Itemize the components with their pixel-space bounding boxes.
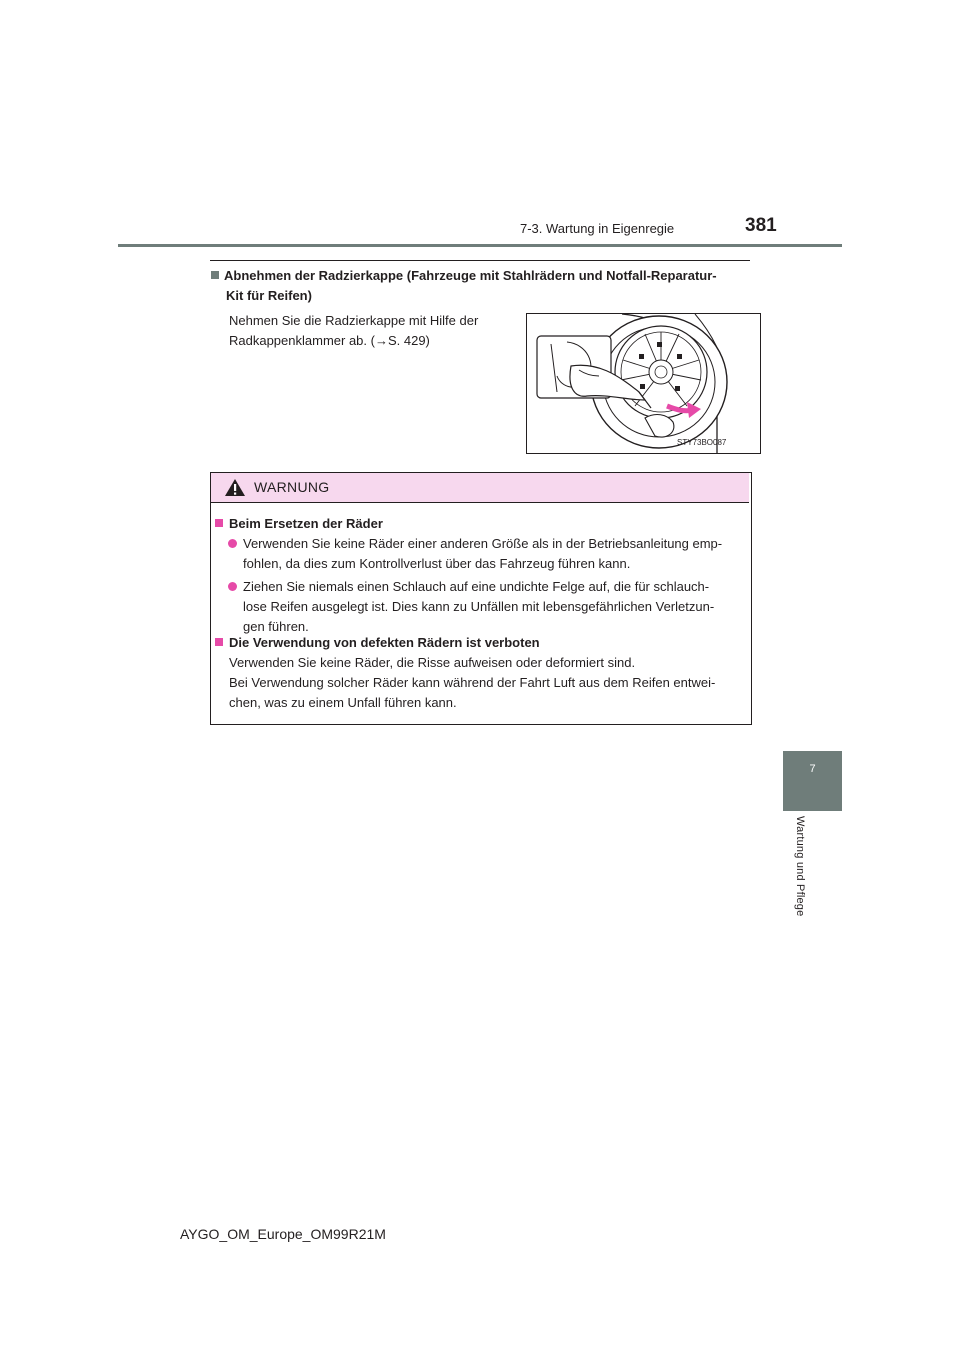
warning-heading-2-text: Die Verwendung von defekten Rädern ist verboten: [229, 635, 540, 650]
paragraph-2-line-2: Bei Verwendung solcher Räder kann während der Fahrt Luft aus dem Reifen entwei-: [229, 675, 716, 690]
warning-triangle-icon: [224, 478, 246, 497]
bullet-1-line-2: fohlen, da dies zum Kontrollverlust über das Fahrzeug führen kann.: [243, 556, 631, 571]
wheel-illustration-svg: [527, 314, 760, 453]
pink-square-bullet-icon: [215, 638, 223, 646]
heading-continuation: Kit für Reifen): [226, 288, 312, 303]
warning-title: WARNUNG: [254, 479, 330, 495]
figure-code: STY73BO087: [677, 438, 727, 447]
section-title: 7-3. Wartung in Eigenregie: [520, 221, 675, 236]
wheel-cap-removal-illustration: [526, 313, 761, 454]
warning-bullet-2: [228, 577, 743, 637]
heading-text: Abnehmen der Radzierkappe (Fahrzeuge mit Stahlrädern und Notfall-Reparatur-: [224, 268, 717, 283]
section-divider: [210, 260, 750, 261]
intro-line-1: Nehmen Sie die Radzierkappe mit Hilfe der: [229, 313, 479, 328]
bullet-2-line-2: lose Reifen ausgelegt ist. Dies kann zu Unfällen mit lebensgefährlichen Verletzun-: [243, 599, 715, 614]
bullet-2-line-1: Ziehen Sie niemals einen Schlauch auf eine undichte Felge auf, die für schlauch-: [243, 579, 710, 594]
warning-heading-2: [215, 633, 540, 653]
header-rule: [118, 244, 842, 247]
bullet-2-line-3: gen führen.: [243, 619, 309, 634]
warning-heading-1: [215, 514, 383, 534]
page-reference-arrow-icon: →: [374, 333, 388, 348]
section-heading: [211, 266, 751, 306]
pink-dot-bullet-icon: [228, 582, 237, 591]
intro-line-2: [229, 331, 507, 351]
intro-line-2-text: Radkappenklammer ab. (: [229, 333, 375, 348]
warning-bullet-1: [228, 534, 743, 574]
page-reference[interactable]: S. 429): [387, 333, 430, 348]
warning-heading-1-text: Beim Ersetzen der Räder: [229, 516, 383, 531]
pink-square-bullet-icon: [215, 519, 223, 527]
chapter-label: Wartung und Pflege: [794, 816, 806, 917]
gray-square-bullet-icon: [211, 271, 219, 279]
document-id: AYGO_OM_Europe_OM99R21M: [180, 1226, 386, 1242]
paragraph-2-line-3: chen, was zu einem Unfall führen kann.: [229, 695, 457, 710]
page-number: 381: [745, 215, 777, 236]
warning-paragraph-2: [229, 653, 743, 713]
paragraph-2-line-1: Verwenden Sie keine Räder, die Risse aufweisen oder deformiert sind.: [229, 655, 636, 670]
chapter-number: 7: [809, 763, 816, 775]
pink-dot-bullet-icon: [228, 539, 237, 548]
intro-paragraph: [229, 311, 507, 351]
bullet-1-line-1: Verwenden Sie keine Räder einer anderen Größe als in der Betriebsanleitung emp-: [243, 536, 723, 551]
chapter-tab: [783, 751, 842, 811]
